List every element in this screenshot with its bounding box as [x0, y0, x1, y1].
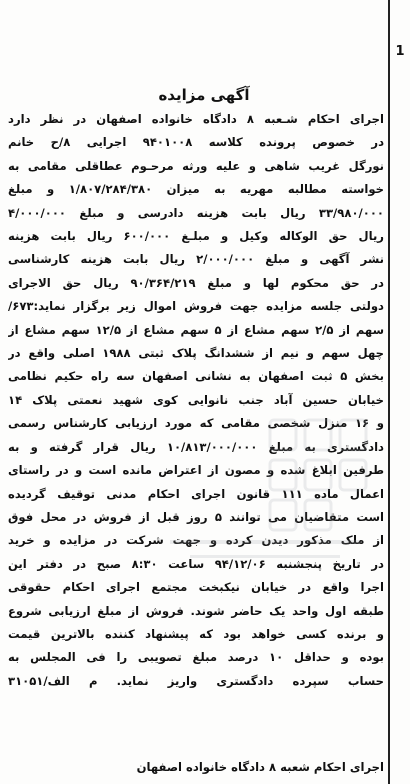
body-line: در حق محکوم لها و مبلغ ۹۰/۳۶۴/۲۱۹ ریال حق الاجرای [8, 275, 384, 290]
page-number: 1 [395, 44, 405, 59]
column-divider [388, 0, 390, 784]
body-line: بخش ۵ ثبت اصفهان به نشانی اصفهان سه راه حکیم نظامی [8, 369, 384, 384]
body-line: است متقاضیان می توانند ۵ روز قبل از فروش در محل فوق [8, 509, 384, 524]
body-line: و ۱۶ منزل شخصی مقامی که مورد ارزیابی کارشناس رسمی [8, 416, 384, 431]
body-line: طرفین ابلاغ شده و مصون از اعتراض مانده است و در راستای [8, 463, 384, 478]
notice-title: آگهی مزایده [158, 86, 250, 104]
body-line: ۳۳/۹۸۰/۰۰۰ ریال بابت هزینه دادرسی و مبلغ ۴/۰۰۰/۰۰۰ [8, 205, 384, 220]
notice-signature: اجرای احکام شعبه ۸ دادگاه خانواده اصفهان [136, 760, 384, 774]
body-line: دادگستری به مبلغ ۱۰/۸۱۳/۰۰۰/۰۰۰ ریال قرار گرفته و به [8, 439, 384, 454]
body-line: نورگل غریب شاهی و علیه ورثه مرحـوم عطاقلی مقامی به [8, 158, 384, 173]
body-line: و برنده کسی خواهد بود که پیشنهاد کننده بالاترین قیمت [8, 626, 384, 641]
body-line: چهل سهم و نیم از ششدانگ پلاک ثبتی ۱۹۸۸ اصلی واقع در [8, 346, 384, 361]
body-line: در خصوص پرونده کلاسه ۹۴۰۱۰۰۸ اجرایی ۸/ح خانم [8, 135, 384, 150]
body-line: سهم از ۲/۵ سهم مشاع از ۵ سهم مشاع از ۱۲/۵ سهم مشاع از [8, 322, 384, 337]
body-line: خیابان حسین آباد جنب نانوایی کوی شهید نعمتی پلاک ۱۴ [8, 392, 384, 407]
body-line: نشر آگهی و مبلغ ۲/۰۰۰/۰۰۰ ریال بابت هزینه کارشناسی [8, 252, 384, 267]
body-line: خواسته مطالبه مهریه به میزان ۱/۸۰۷/۲۸۴/۳۸۰ و مبلغ [8, 182, 384, 197]
body-line: در تاریخ پنجشنبه ۹۴/۱۲/۰۶ ساعت ۸:۳۰ صبح در دفتر این [8, 556, 384, 571]
body-line: اجرای احکام شـعبه ۸ دادگاه خانواده اصفهان در نظر دارد [8, 112, 384, 126]
body-line: از ملک مذکور دیدن کرده و جهت شرکت در مزایده و خرید [8, 533, 384, 548]
body-line: اعمال ماده ۱۱۱ قانون اجرای احکام مدنی توقیف گردیده [8, 486, 384, 501]
notice-body [8, 108, 384, 693]
body-line: ریال حق الوکاله وکیل و مبلـغ ۶۰۰/۰۰۰ ریال بابت هزینه [8, 229, 384, 244]
body-line: حساب سپرده دادگستری واریز نماید. م الف/۳۱۰۵۱ [8, 673, 384, 688]
body-line: دولتی جلسه مزایده جهت فروش اموال زیر برگزار نماید:۶۷۳/ [8, 299, 384, 314]
body-line: بوده و حداقل ۱۰ درصد مبلغ تصویبی را فی المجلس به [8, 650, 384, 665]
body-line: طبقه اول واحد یک حاضر شوند. فروش از مبلغ ارزیابی شروع [8, 603, 384, 618]
body-line: اجرا واقع در خیابان نیکبخت مجتمع اجرای احکام حقوقی [8, 580, 384, 595]
